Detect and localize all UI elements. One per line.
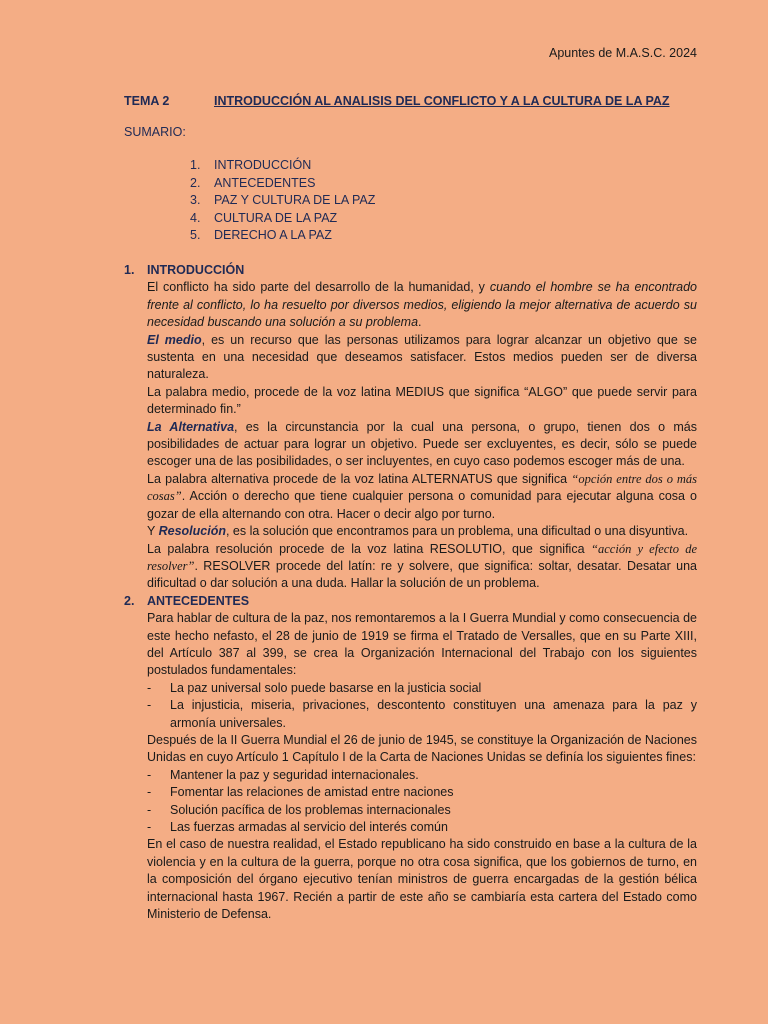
list-item: [190, 157, 375, 175]
bullet-dash: -: [147, 820, 152, 834]
bullet-text: Mantener la paz y seguridad internacionales.: [170, 767, 419, 782]
section-number: 2.: [124, 593, 135, 608]
paragraph: Para hablar de cultura de la paz, nos remontaremos a la I Guerra Mundial y como consecuencia de este hecho nefasto, el 28 de junio de 1919 se firma el Tratado de Versalles, que en su Parte XIII, del Artículo 387 al 399, se crea la Organización Internacional del Trabajo con los siguientes postulados fundamentales:: [147, 611, 697, 678]
defined-term: Resolución: [158, 524, 226, 539]
item-number: 4.: [190, 210, 201, 225]
text-run: El conflicto ha sido parte del desarrollo de la humanidad, y: [147, 280, 490, 295]
bullet-text: Las fuerzas armadas al servicio del interés común: [170, 820, 448, 834]
italic-run: cuando el hombre se ha encontrado frente al conflicto, lo ha resuelto por diversos medios, eligiendo la mejor alternativa de acuerdo su necesidad buscando una solución a su problema: [147, 280, 698, 330]
text-run: , es un recurso que las personas utilizamos para lograr alcanzar un objetivo que se sustenta en una necesidad que deseamos satisfacer. Estos medios pueden ser de diversa naturaleza.: [147, 332, 697, 382]
list-item: [190, 192, 375, 210]
bullet-text: Fomentar las relaciones de amistad entre naciones: [170, 785, 454, 800]
paragraph: [147, 523, 697, 540]
paragraph: En el caso de nuestra realidad, el Estado republicano ha sido construido en base a la cultura de la violencia y en la cultura de la guerra, porque no otra cosa significa, que los gobiernos de turno, en la composición del órgano ejecutivo tenían ministros de guerra encargadas de la gestión bélica internacional hasta 1967. Recién a partir de este año se cambiaría esta cartera del Estado como Ministerio de Defensa.: [147, 837, 697, 922]
bullet-item: [147, 819, 697, 836]
text-run: . Acción o derecho que tiene cualquier persona o comunidad para ejecutar alguna cosa o gozar de ella alternando con otra. Hacer o decir algo por turno.: [147, 489, 697, 521]
text-run: Y: [147, 524, 159, 539]
quoted-meaning: “opción entre dos o más cosas”: [147, 471, 698, 504]
list-item: [190, 210, 375, 228]
paragraph: [147, 471, 697, 523]
bullet-text: La paz universal solo puede basarse en la justicia social: [170, 680, 482, 695]
text-run: , es la solución que encontramos para un problema, una dificultad o una disyuntiva.: [225, 524, 689, 539]
list-item: [190, 175, 375, 193]
item-number: 2.: [190, 175, 201, 190]
paragraph: [147, 541, 697, 593]
bullet-item: [147, 784, 697, 801]
topic-label: TEMA 2: [124, 94, 170, 108]
section-heading-antecedentes: [124, 593, 697, 610]
item-text: CULTURA DE LA PAZ: [214, 210, 338, 225]
bullet-dash: -: [147, 680, 152, 695]
header-note: Apuntes de M.A.S.C. 2024: [548, 46, 697, 60]
text-run: , es la circunstancia por la cual una persona, o grupo, tienen dos o más posibilidades de actuar para lograr un objetivo. Puede ser excluyentes, es decir, sólo se puede escoger una de las posibilidades, o ser incluyentes, en cuyo caso podemos escoger más de una.: [147, 419, 697, 469]
item-number: 1.: [190, 158, 201, 172]
bullet-item: [147, 802, 697, 819]
paragraph: [147, 279, 697, 331]
bullet-dash: -: [147, 698, 152, 713]
bullet-text: Solución pacífica de los problemas internacionales: [170, 802, 451, 817]
item-number: 5.: [190, 228, 201, 242]
item-number: 3.: [190, 193, 201, 207]
section-heading-introduccion: [124, 262, 697, 279]
defined-term: El medio: [147, 332, 202, 347]
text-run: La palabra alternativa procede de la voz latina ALTERNATUS que significa: [147, 471, 572, 486]
document-body: [124, 262, 697, 923]
bullet-dash: -: [147, 802, 152, 817]
section-title: INTRODUCCIÓN: [147, 263, 245, 277]
item-text: DERECHO A LA PAZ: [214, 228, 332, 242]
summary-label: SUMARIO:: [124, 125, 186, 139]
bullet-item: [147, 680, 697, 697]
quoted-meaning: “acción y efecto de resolver”: [147, 541, 697, 573]
bullet-item: [147, 697, 697, 732]
bullet-text: La injusticia, miseria, privaciones, descontento constituyen una amenaza para la paz y armonía universales.: [170, 698, 697, 730]
paragraph: Después de la II Guerra Mundial el 26 de junio de 1945, se constituye la Organización de Naciones Unidas en cuyo Artículo 1 Capítulo I de la Carta de Naciones Unidas se definía los siguientes fines:: [147, 732, 697, 765]
item-text: ANTECEDENTES: [214, 175, 316, 190]
topic-title: INTRODUCCIÓN AL ANALISIS DEL CONFLICTO Y A LA CULTURA DE LA PAZ: [214, 94, 670, 108]
text-run: . RESOLVER procede del latín: re y solvere, que significa: soltar, desatar. Desatar una dificultad o dar solución a una duda. Hallar la solución de un problema.: [147, 558, 697, 591]
text-run: .: [418, 315, 422, 330]
item-text: PAZ Y CULTURA DE LA PAZ: [214, 193, 376, 207]
defined-term: La Alternativa: [147, 419, 235, 434]
bullet-item: [147, 767, 697, 784]
bullet-dash: -: [147, 767, 152, 782]
list-item: [190, 227, 375, 245]
paragraph: La palabra medio, procede de la voz latina MEDIUS que significa “ALGO” que puede servir para determinado fin.”: [147, 384, 697, 417]
paragraph: [147, 419, 697, 471]
section-number: 1.: [124, 263, 135, 277]
topic-heading: [124, 94, 670, 108]
section-title: ANTECEDENTES: [147, 593, 250, 608]
text-run: La palabra resolución procede de la voz latina RESOLUTIO, que significa: [147, 541, 592, 556]
summary-list: [190, 157, 375, 245]
item-text: INTRODUCCIÓN: [214, 158, 312, 172]
paragraph: [147, 332, 697, 384]
bullet-dash: -: [147, 785, 152, 800]
